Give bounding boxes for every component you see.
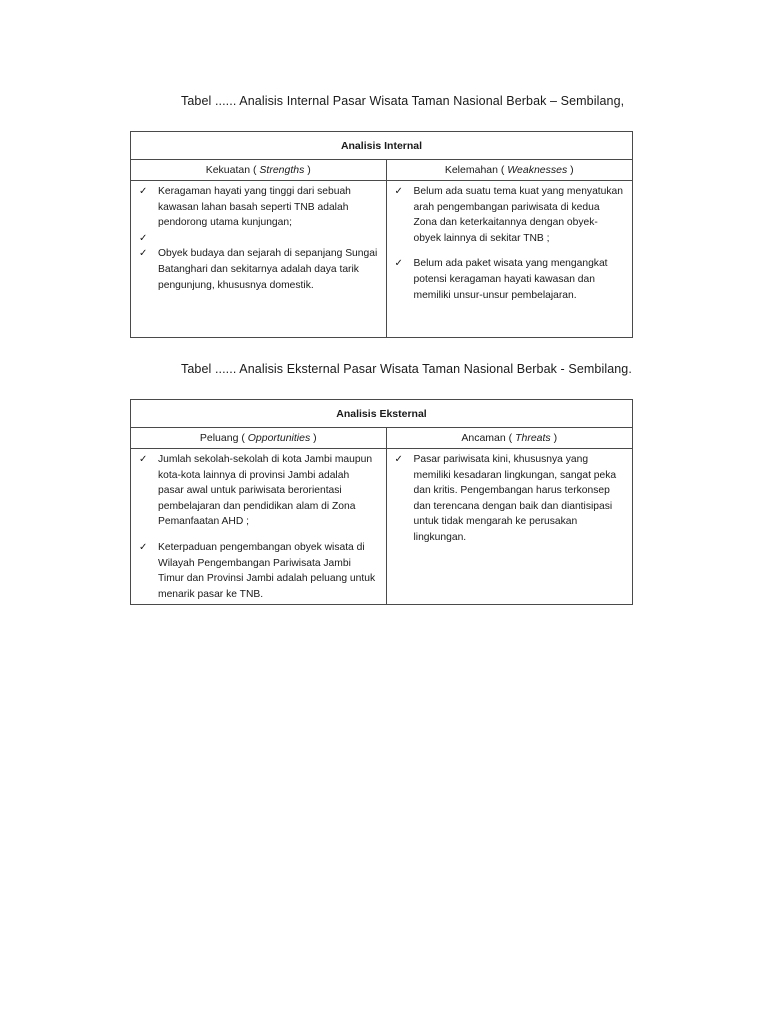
- list-item: [138, 452, 378, 530]
- table1-caption: Tabel ...... Analisis Internal Pasar Wisata Taman Nasional Berbak – Sembilang,: [181, 94, 625, 108]
- strength-text: Obyek budaya dan sejarah di sepanjang Sungai Batanghari dan sekitarnya adalah daya tarik pengunjung, khususnya domestik.: [158, 248, 378, 291]
- strengths-header-term: Strengths: [259, 164, 305, 176]
- list-item: [138, 246, 378, 293]
- weaknesses-header-suffix: ): [567, 164, 574, 176]
- table2-header-row: [131, 428, 632, 449]
- opportunity-text: Keterpaduan pengembangan obyek wisata di Wilayah Pengembangan Pariwisata Jambi Timur dan Provinsi Jambi adalah peluang untuk menarik pasar ke TNB.: [158, 541, 376, 600]
- list-item: [394, 256, 624, 303]
- table2-title: Analisis Eksternal: [131, 400, 632, 428]
- list-item: [138, 540, 378, 602]
- table2-body-row: [131, 449, 632, 604]
- weaknesses-cell: [386, 181, 632, 337]
- threats-cell: [386, 449, 632, 604]
- weakness-text: Belum ada paket wisata yang mengangkat potensi keragaman hayati kawasan dan memiliki unsur-unsur pembelajaran.: [413, 258, 608, 301]
- check-icon: ✓: [139, 541, 148, 553]
- opportunities-cell: [131, 449, 386, 604]
- list-item: [394, 184, 624, 246]
- strengths-header: [131, 160, 386, 180]
- table-internal-analysis: [130, 131, 633, 338]
- list-item: [138, 231, 378, 247]
- table1-title: Analisis Internal: [131, 132, 632, 160]
- list-item: [394, 452, 624, 546]
- check-icon: ✓: [139, 248, 148, 260]
- strengths-header-prefix: Kekuatan (: [205, 164, 260, 176]
- opportunities-header-term: Opportunities: [247, 432, 311, 444]
- opportunities-header-prefix: Peluang (: [199, 432, 248, 444]
- check-icon: ✓: [394, 258, 403, 270]
- table1-header-row: [131, 160, 632, 181]
- threat-text: Pasar pariwisata kini, khususnya yang memiliki kesadaran lingkungan, sangat peka dan kritis. Pengembangan harus terkonsep dan terencana dengan baik dan diantisipasi untuk tidak mengarah ke perusakan lingkungan.: [413, 454, 617, 543]
- table-external-analysis: [130, 399, 633, 605]
- table1-body-row: [131, 181, 632, 337]
- threats-header-term: Threats: [515, 432, 551, 444]
- table2-caption: Tabel ...... Analisis Eksternal Pasar Wisata Taman Nasional Berbak - Sembilang.: [181, 362, 632, 376]
- check-icon: ✓: [394, 186, 403, 197]
- opportunities-header-suffix: ): [310, 432, 317, 444]
- check-icon: ✓: [139, 232, 148, 244]
- check-icon: ✓: [394, 454, 403, 465]
- threats-header: [386, 428, 632, 448]
- strength-text: Keragaman hayati yang tinggi dari sebuah kawasan lahan basah seperti TNB adalah pendorong utama kunjungan;: [158, 186, 351, 229]
- strengths-cell: [131, 181, 386, 337]
- check-icon: ✓: [139, 454, 148, 465]
- check-icon: ✓: [139, 186, 148, 197]
- threats-header-prefix: Ancaman (: [461, 432, 516, 444]
- threats-header-suffix: ): [550, 432, 558, 444]
- weakness-text: Belum ada suatu tema kuat yang menyatukan arah pengembangan pariwisata di kedua Zona dan keterkaitannya dengan obyek-obyek lainnya di sekitar TNB ;: [413, 186, 623, 244]
- strengths-header-suffix: ): [304, 164, 311, 176]
- opportunities-header: [131, 428, 386, 448]
- list-item: [138, 184, 378, 231]
- weaknesses-header-term: Weaknesses: [507, 164, 568, 176]
- weaknesses-header-prefix: Kelemahan (: [444, 164, 508, 176]
- weaknesses-header: [386, 160, 632, 180]
- opportunity-text: Jumlah sekolah-sekolah di kota Jambi maupun kota-kota lainnya di provinsi Jambi adalah pasar awal untuk pariwisata berorientasi pembelajaran dan pendidikan alam di Zona Pemanfaatan AHD ;: [158, 454, 373, 528]
